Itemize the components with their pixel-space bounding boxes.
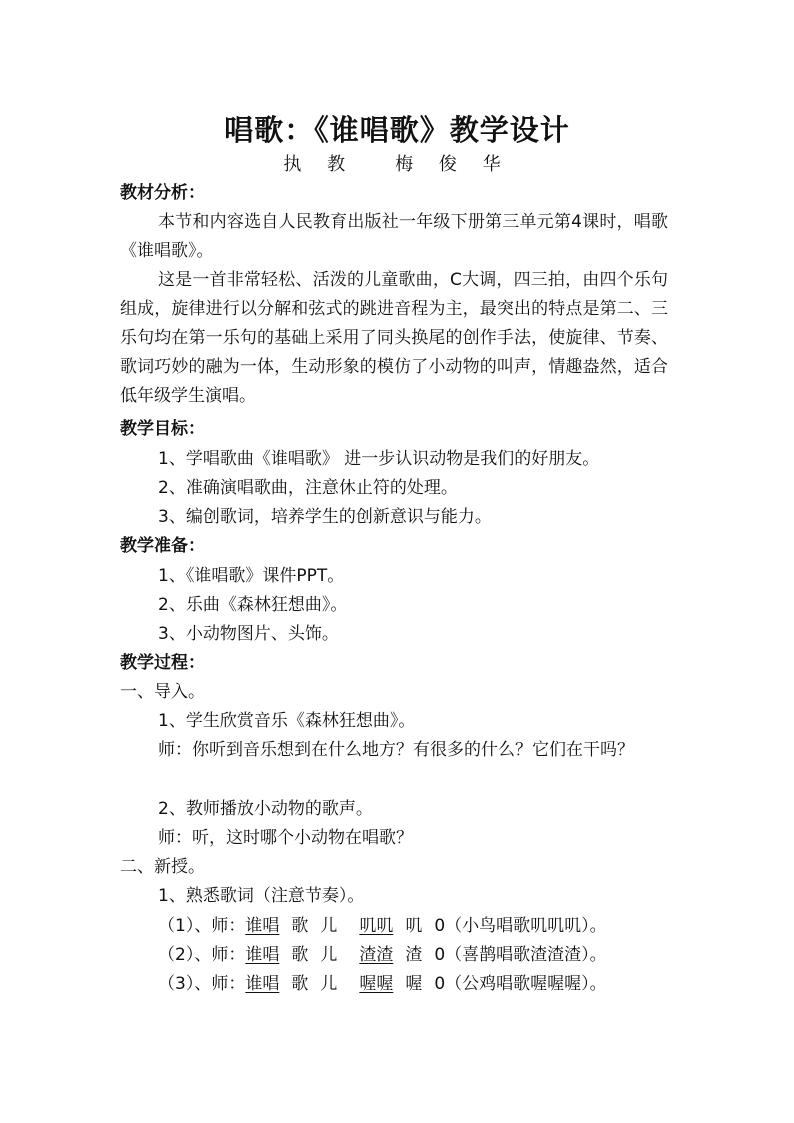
prep-heading: 教学准备：: [120, 536, 205, 556]
analysis-heading: 教材分析：: [120, 183, 205, 203]
new-lesson-step-1: 1、熟悉歌词（注意节奏）。: [158, 886, 365, 906]
document-title: 唱歌：《谁唱歌》教学设计: [224, 113, 570, 147]
intro-teacher-question-2: 师：听，这时哪个小动物在唱歌？: [158, 828, 413, 848]
intro-step-1: 1、学生欣赏音乐《森林狂想曲》。: [158, 711, 416, 731]
goal-item: 2、准确演唱歌曲，注意休止符的处理。: [158, 478, 458, 498]
prep-item: 3、小动物图片、头饰。: [158, 624, 339, 644]
analysis-paragraph-1: 本节和内容选自人民教育出版社一年级下册第三单元第4课时，唱歌《谁唱歌》。: [120, 212, 668, 261]
lyric-row: （2）、师：谁唱 歌 儿 渣渣 渣 0（喜鹊唱歌渣渣渣）。: [158, 945, 607, 965]
analysis-paragraph-2: 这是一首非常轻松、活泼的儿童歌曲，C大调，四三拍，由四个乐句组成，旋律进行以分解和弦式的跳进音程为主，最突出的特点是第二、三乐句均在第一乐句的基础上采用了同头换尾的创作手法，使旋律、节奏、歌词巧妙的融为一体，生动形象的模仿了小动物的叫声，情趣盎然，适合低年级学生演唱。: [120, 270, 668, 406]
prep-item: 2、乐曲《森林狂想曲》。: [158, 595, 348, 615]
goal-item: 3、编创歌词，培养学生的创新意识与能力。: [158, 507, 492, 527]
author-name: 梅 俊 华: [395, 154, 511, 175]
lyric-row: （3）、师：谁唱 歌 儿 喔喔 喔 0（公鸡唱歌喔喔喔）。: [158, 974, 607, 994]
author-role: 执 教: [283, 154, 356, 175]
process-heading: 教学过程：: [120, 653, 205, 673]
new-lesson-heading: 二、新授。: [120, 857, 205, 877]
intro-heading: 一、导入。: [120, 682, 205, 702]
goals-heading: 教学目标：: [120, 419, 205, 439]
intro-teacher-question-1: 师：你听到音乐想到在什么地方？有很多的什么？它们在干吗？: [158, 740, 634, 760]
intro-step-2: 2、教师播放小动物的歌声。: [158, 799, 373, 819]
prep-item: 1、《谁唱歌》课件PPT。: [158, 566, 345, 586]
author-line: [0, 150, 794, 176]
goal-item: 1、学唱歌曲《谁唱歌》 进一步认识动物是我们的好朋友。: [158, 449, 600, 469]
lyric-row: （1）、师：谁唱 歌 儿 叽叽 叽 0（小鸟唱歌叽叽叽）。: [158, 916, 607, 936]
